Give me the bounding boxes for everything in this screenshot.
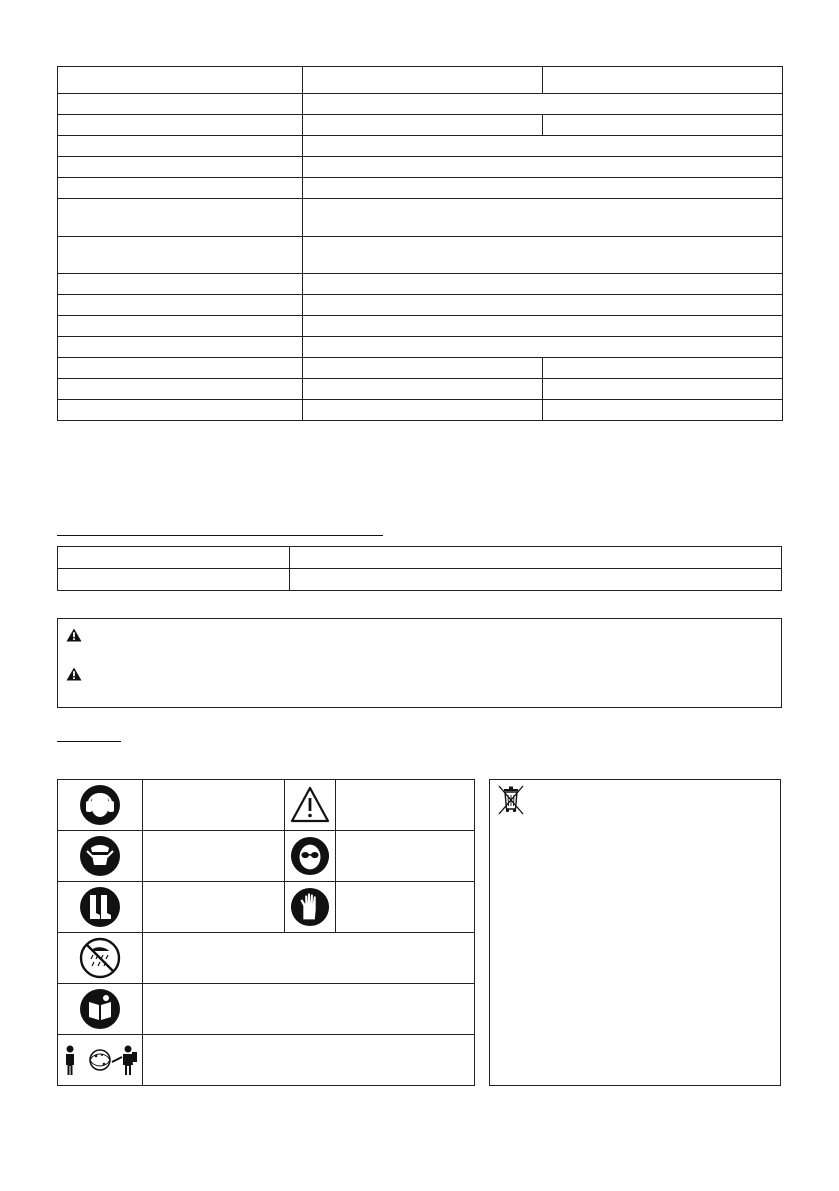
- table-row: [58, 237, 783, 274]
- table-cell: [58, 67, 303, 94]
- table-row: [58, 547, 782, 569]
- table-cell: [58, 274, 303, 295]
- table-cell: [303, 337, 783, 358]
- table-cell: [543, 67, 783, 94]
- table-row: [58, 274, 783, 295]
- table-cell: [303, 237, 783, 274]
- eye-protection-icon: [290, 836, 330, 876]
- table-cell: [303, 274, 783, 295]
- table-row: [58, 337, 783, 358]
- table-cell: [303, 358, 543, 379]
- symbol-cell: [58, 1035, 142, 1085]
- table-cell: [303, 199, 783, 237]
- table-row: [58, 115, 783, 136]
- symbols-table: [57, 779, 475, 1086]
- table-row: [58, 379, 783, 400]
- noise-table: [57, 546, 782, 591]
- warning-triangle-icon: [66, 628, 82, 642]
- table-cell: [543, 358, 783, 379]
- table-row: [58, 157, 783, 178]
- symbol-cell: [58, 984, 142, 1034]
- table-row: [58, 199, 783, 237]
- table-row: [58, 136, 783, 157]
- respiratory-protection-icon: [79, 835, 121, 877]
- table-row: [58, 316, 783, 337]
- section-heading-rule: [57, 535, 383, 536]
- table-cell: [58, 316, 303, 337]
- table-row: [58, 358, 783, 379]
- table-cell: [58, 199, 303, 237]
- table-cell: [303, 157, 783, 178]
- table-row: [58, 400, 783, 421]
- table-row: [58, 569, 782, 591]
- table-cell: [303, 115, 543, 136]
- table-row: [58, 94, 783, 115]
- protective-gloves-icon: [290, 887, 330, 927]
- table-cell: [543, 379, 783, 400]
- symbols-heading-rule: [57, 741, 121, 742]
- symbol-cell: [58, 882, 142, 932]
- table-cell: [303, 67, 543, 94]
- table-cell: [303, 295, 783, 316]
- table-cell: [303, 136, 783, 157]
- table-cell: [303, 400, 543, 421]
- table-cell: [58, 337, 303, 358]
- read-manual-icon: [79, 988, 121, 1030]
- table-cell: [58, 400, 303, 421]
- table-cell: [290, 547, 782, 569]
- disposal-notice-box: [489, 779, 781, 1086]
- table-cell: [303, 379, 543, 400]
- table-cell: [290, 569, 782, 591]
- table-cell: [303, 94, 783, 115]
- crossed-out-wheelie-bin-icon: [496, 783, 526, 817]
- table-cell: [58, 115, 303, 136]
- symbol-cell: [285, 831, 335, 881]
- table-cell: [58, 569, 290, 591]
- symbol-cell: [285, 780, 335, 830]
- warning-triangle-icon: [66, 667, 82, 681]
- keep-bystanders-away-icon: [60, 1042, 140, 1078]
- no-rain-exposure-icon: [79, 937, 121, 979]
- general-warning-icon: [290, 786, 330, 824]
- ear-protection-icon: [79, 784, 121, 826]
- table-row: [58, 295, 783, 316]
- symbol-cell: [58, 933, 142, 983]
- table-cell: [303, 178, 783, 199]
- table-cell: [58, 94, 303, 115]
- table-cell: [58, 547, 290, 569]
- specifications-table: [57, 66, 783, 421]
- table-row: [58, 67, 783, 94]
- symbol-cell: [58, 831, 142, 881]
- table-cell: [58, 136, 303, 157]
- table-cell: [58, 379, 303, 400]
- table-row: [58, 178, 783, 199]
- table-cell: [543, 115, 783, 136]
- warning-box: [57, 618, 782, 708]
- symbol-cell: [58, 780, 142, 830]
- symbol-cell: [285, 882, 335, 932]
- table-cell: [303, 316, 783, 337]
- table-cell: [58, 157, 303, 178]
- table-cell: [543, 400, 783, 421]
- protective-boots-icon: [79, 886, 121, 928]
- table-cell: [58, 295, 303, 316]
- table-cell: [58, 358, 303, 379]
- table-cell: [58, 237, 303, 274]
- table-cell: [58, 178, 303, 199]
